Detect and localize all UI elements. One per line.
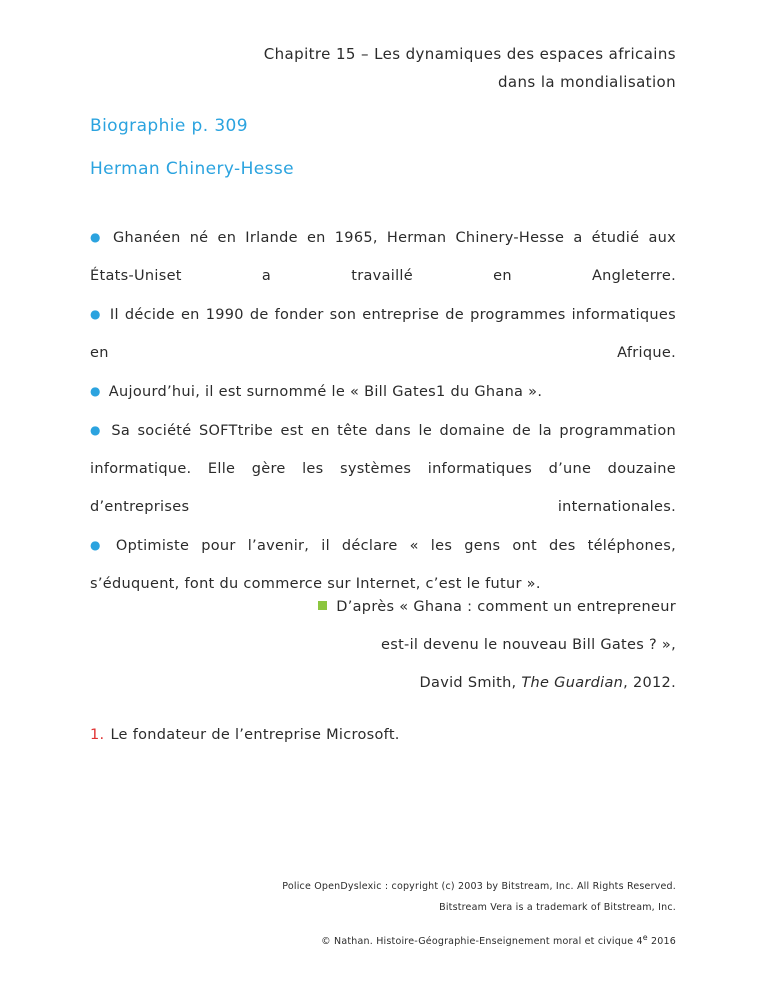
bullet-item [90,372,676,411]
source-citation [318,588,676,702]
footnote-text: Le fondateur de l’entreprise Microsoft. [110,727,400,743]
chapter-title-line-2: dans la mondialisation [498,73,676,91]
source-year: , 2012. [623,675,676,691]
publisher-year: 2016 [647,936,676,948]
bullet-text: Ghanéen né en Irlande en 1965, Herman Chinery-Hesse a étudié aux États-Uniset a travaillé en Angleterre. [90,230,676,284]
bullet-text: Il décide en 1990 de fonder son entreprise de programmes informatiques en Afrique. [90,307,676,361]
bullet-item [90,218,676,295]
source-line-3 [318,664,676,702]
bullet-list [90,218,676,603]
bullet-text: Aujourd’hui, il est surnommé le « Bill Gates1 du Ghana ». [108,384,543,400]
bullet-dot-icon: ● [90,384,101,398]
font-trademark-line: Bitstream Vera is a trademark of Bitstream, Inc. [439,902,676,913]
footnote [90,727,400,743]
source-publication: The Guardian [521,675,624,691]
bullet-text: Optimiste pour l’avenir, il déclare « les gens ont des téléphones, s’éduquent, font du commerce sur Internet, c’est le futur ». [90,538,676,592]
grade-superscript: e [642,933,648,942]
bullet-dot-icon: ● [90,307,102,321]
bullet-item [90,411,676,526]
bullet-text: Sa société SOFTtribe est en tête dans le domaine de la programmation informatique. Elle gère les systèmes informatiques d’une douzaine d’entreprises internationales. [90,423,676,515]
bullet-dot-icon: ● [90,230,105,244]
source-line-1 [318,588,676,626]
font-copyright-line: Police OpenDyslexic : copyright (c) 2003 by Bitstream, Inc. All Rights Reserved. [282,881,676,892]
source-line-1-text: D’après « Ghana : comment un entrepreneur [336,599,676,615]
chapter-title-line-1: Chapitre 15 – Les dynamiques des espaces africains [263,45,676,63]
biography-reference: Biographie p. 309 [90,116,248,136]
chapter-heading [264,40,676,96]
source-line-2: est-il devenu le nouveau Bill Gates ? », [381,637,676,653]
bullet-item [90,295,676,372]
green-square-icon [318,601,327,610]
publisher-copyright-text: © Nathan. Histoire-Géographie-Enseignement moral et civique 4 [321,936,643,948]
footnote-number: 1. [90,727,105,743]
publisher-copyright [282,927,676,952]
credits [282,876,676,952]
bullet-dot-icon: ● [90,538,108,552]
source-author: David Smith, [419,675,517,691]
bullet-dot-icon: ● [90,423,104,437]
person-name-heading: Herman Chinery-Hesse [90,159,294,179]
